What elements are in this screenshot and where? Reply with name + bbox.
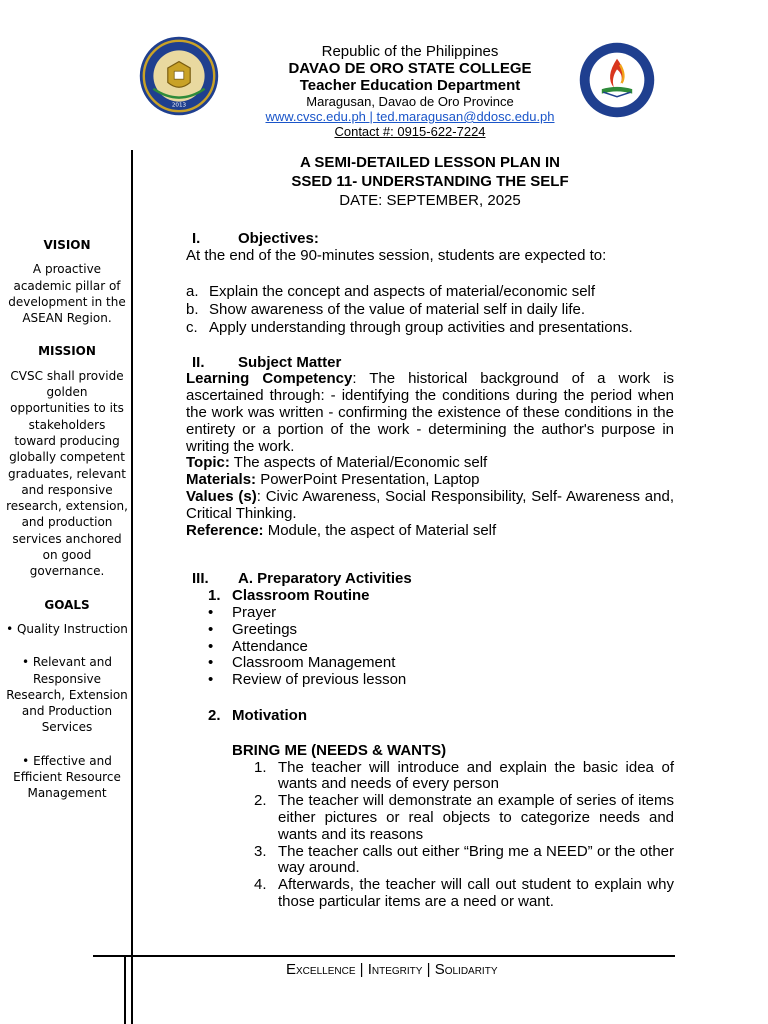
vision-heading: VISION <box>43 238 91 252</box>
title-date: DATE: SEPTEMBER, 2025 <box>339 192 521 209</box>
mission-heading: MISSION <box>38 344 96 359</box>
section-title: Subject Matter <box>238 353 342 371</box>
goals-block <box>6 597 128 802</box>
materials: Materials: PowerPoint Presentation, Laptop <box>186 471 480 489</box>
learning-competency: Learning Competency: The historical background of a work is ascertained through: - identifying the conditions during the period when the work was written - confirming the existence of these conditions in the entirety or a portion of the work - determining the author's purpose in writing the work. <box>186 370 674 455</box>
section-number: III. <box>192 570 209 588</box>
website-link[interactable]: www.cvsc.edu.ph <box>265 109 366 124</box>
routine-list <box>186 605 674 689</box>
contact-line: Contact #: 0915-622-7224 <box>334 124 486 139</box>
address-line: Maragusan, Davao de Oro Province <box>306 94 514 109</box>
procedure-heading <box>186 571 674 588</box>
activity-title: BRING ME (NEEDS & WANTS) <box>232 741 447 759</box>
section-number: II. <box>192 353 205 371</box>
department-name: Teacher Education Department <box>299 77 521 94</box>
list-item: 2. The teacher will demonstrate an example of series of items either pictures or real objects to categorize needs and wants and its reasons <box>254 792 674 843</box>
footer-divider <box>93 955 675 957</box>
section-title: Objectives: <box>238 230 319 247</box>
letterhead <box>240 43 580 139</box>
section-number: I. <box>192 230 201 247</box>
link-separator: | <box>365 109 377 124</box>
objectives-heading <box>186 231 674 248</box>
mission-block <box>6 343 128 579</box>
mission-text: CVSC shall provide golden opportunities to its stakeholders toward producing globally competent graduates, relevant and responsive research, extension, and production services anchored on good governance. <box>6 368 128 579</box>
list-item: c. Apply understanding through group activities and presentations. <box>186 318 633 336</box>
college-name: DAVAO DE ORO STATE COLLEGE <box>288 60 532 77</box>
sidebar-divider <box>131 150 133 1024</box>
goal-item: • Relevant and Responsive Research, Extension and Production Services <box>6 655 128 735</box>
lesson-title <box>186 153 674 210</box>
objectives-list <box>186 283 674 337</box>
svg-text:2013: 2013 <box>171 102 187 109</box>
list-item: • Prayer <box>208 603 277 621</box>
email-link[interactable]: ted.maragusan@ddosc.edu.ph <box>376 109 555 124</box>
list-item: 3. The teacher calls out either “Bring me a NEED” or the other way around. <box>254 842 674 877</box>
department-seal-logo <box>576 42 658 118</box>
activity-steps <box>186 760 674 911</box>
objectives-intro: At the end of the 90-minutes session, students are expected to: <box>186 246 607 264</box>
list-item: • Review of previous lesson <box>208 671 407 689</box>
goals-heading: GOALS <box>44 597 90 612</box>
values: Values (s): Civic Awareness, Social Responsibility, Self- Awareness and, Critical Thinking. <box>186 487 674 522</box>
subject-matter-heading <box>186 355 674 372</box>
topic: Topic: The aspects of Material/Economic self <box>186 454 488 472</box>
list-item: • Greetings <box>208 620 298 638</box>
motivation-heading: 2. Motivation <box>208 706 307 724</box>
list-item: a. Explain the concept and aspects of material/economic self <box>186 282 596 300</box>
links-line <box>240 109 580 124</box>
list-item: 4. Afterwards, the teacher will call out student to explain why those particular items are a need or want. <box>254 876 674 910</box>
vision-block <box>6 237 128 326</box>
list-item: • Classroom Management <box>208 654 396 672</box>
list-item: 1. The teacher will introduce and explain the basic idea of wants and needs of every person <box>254 758 674 793</box>
college-seal-logo <box>136 36 222 116</box>
sidebar <box>6 237 128 819</box>
goal-item: • Quality Instruction <box>6 621 128 636</box>
footer-motto: EXCELLENCE | INTEGRITY | SOLIDARITY <box>286 961 498 978</box>
goal-item: • Effective and Efficient Resource Management <box>13 753 121 801</box>
footer-divider-vertical <box>124 955 126 1024</box>
routine-heading: 1. Classroom Routine <box>208 587 370 605</box>
reference: Reference: Module, the aspect of Material self <box>186 521 497 539</box>
section-title: A. Preparatory Activities <box>238 570 412 588</box>
republic-line: Republic of the Philippines <box>321 43 499 60</box>
vision-text: A proactive academic pillar of development in the ASEAN Region. <box>8 262 126 326</box>
list-item: b. Show awareness of the value of material self in daily life. <box>186 300 586 318</box>
title-line-1: A SEMI-DETAILED LESSON PLAN IN <box>299 154 560 171</box>
lesson-body <box>186 231 674 911</box>
list-item: • Attendance <box>208 637 308 655</box>
title-line-2: SSED 11- UNDERSTANDING THE SELF <box>291 173 569 190</box>
